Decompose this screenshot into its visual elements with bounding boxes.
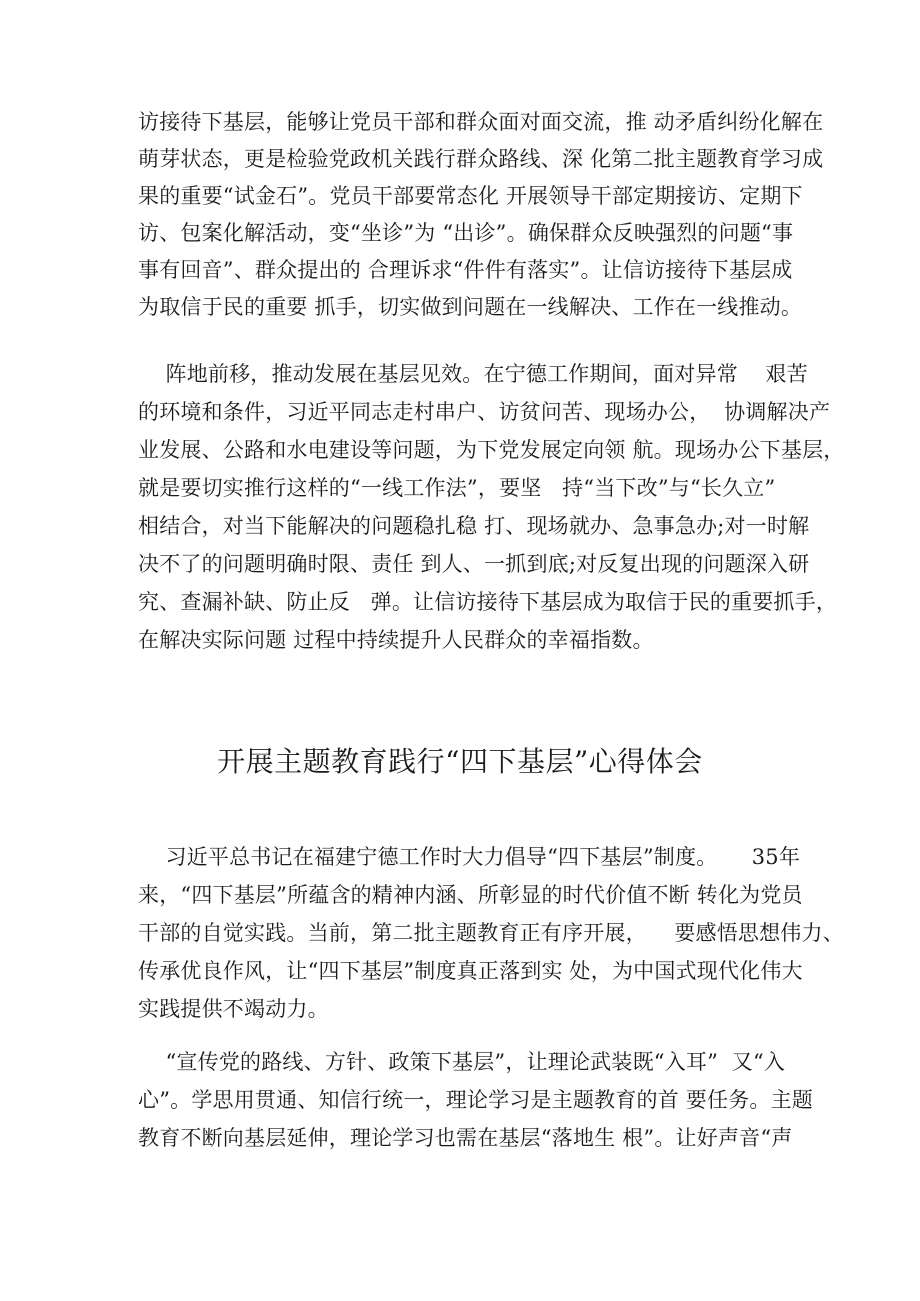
text-line: 在解决实际问题 过程中持续提升人民群众的幸福指数。 [138,628,654,652]
text-line: 传承优良作风，让“四下基层”制度真正落到实 处，为中国式现代化伟大 [138,959,803,983]
text-line: 教育不断向基层延伸，理论学习也需在基层“落地生 根”。让好声音“声 [138,1126,793,1150]
text-line: 来，“四下基层”所蕴含的精神内涵、所彰显的时代价值不断 转化为党员 [138,883,803,907]
text-line: 为取信于民的重要 抓手，切实做到问题在一线解决、工作在一线推动。 [138,295,803,319]
text-line: 萌芽状态，更是检验党政机关践行群众路线、深 化第二批主题教育学习成 [138,147,824,171]
text-line: 事有回音”、群众提出的 合理诉求“件件有落实”。让信访接待下基层成 [138,258,793,282]
article-title: 开展主题教育践行“四下基层”心得体会 [217,745,703,778]
text-line: 心”。学思用贯通、知信行统一，理论学习是主题教育的首 要任务。主题 [138,1088,814,1112]
text-line: 访接待下基层，能够让党员干部和群众面对面交流，推 动矛盾纠纷化解在 [138,110,824,134]
text-line: 阵地前移，推动发展在基层见效。在宁德工作期间，面对异常 艰苦 [138,362,808,386]
text-line: 干部的自觉实践。当前，第二批主题教育正有序开展， 要感悟思想伟力、 [138,921,844,945]
text-line: 业发展、公路和水电建设等问题，为下党发展定向领 航。现场办公下基层， [138,438,845,462]
text-line: 果的重要“试金石”。党员干部要常态化 开展领导干部定期接访、定期下 [138,184,803,208]
text-line: 习近平总书记在福建宁德工作时大力倡导“四下基层”制度。 35年 [138,845,801,869]
text-line: 的环境和条件，习近平同志走村串户、访贫问苦、现场办公， 协调解决产 [138,400,831,424]
text-line: “宣传党的路线、方针、政策下基层”，让理论武装既“入耳” 又“入 [138,1050,786,1074]
text-line: 决不了的问题明确时限、责任 到人、一抓到底;对反复出现的问题深入研 [138,552,810,576]
text-line: 相结合，对当下能解决的问题稳扎稳 打、现场就办、急事急办;对一时解 [138,514,810,538]
text-line: 究、查漏补缺、防止反 弹。让信访接待下基层成为取信于民的重要抓手， [138,590,838,614]
text-line: 实践提供不竭动力。 [138,997,329,1021]
text-line: 就是要切实推行这样的“一线工作法”，要坚 持“当下改”与“长久立” [138,476,776,500]
text-line: 访、包案化解活动，变“坐诊”为 “出诊”。确保群众反映强烈的问题“事 [138,221,794,245]
